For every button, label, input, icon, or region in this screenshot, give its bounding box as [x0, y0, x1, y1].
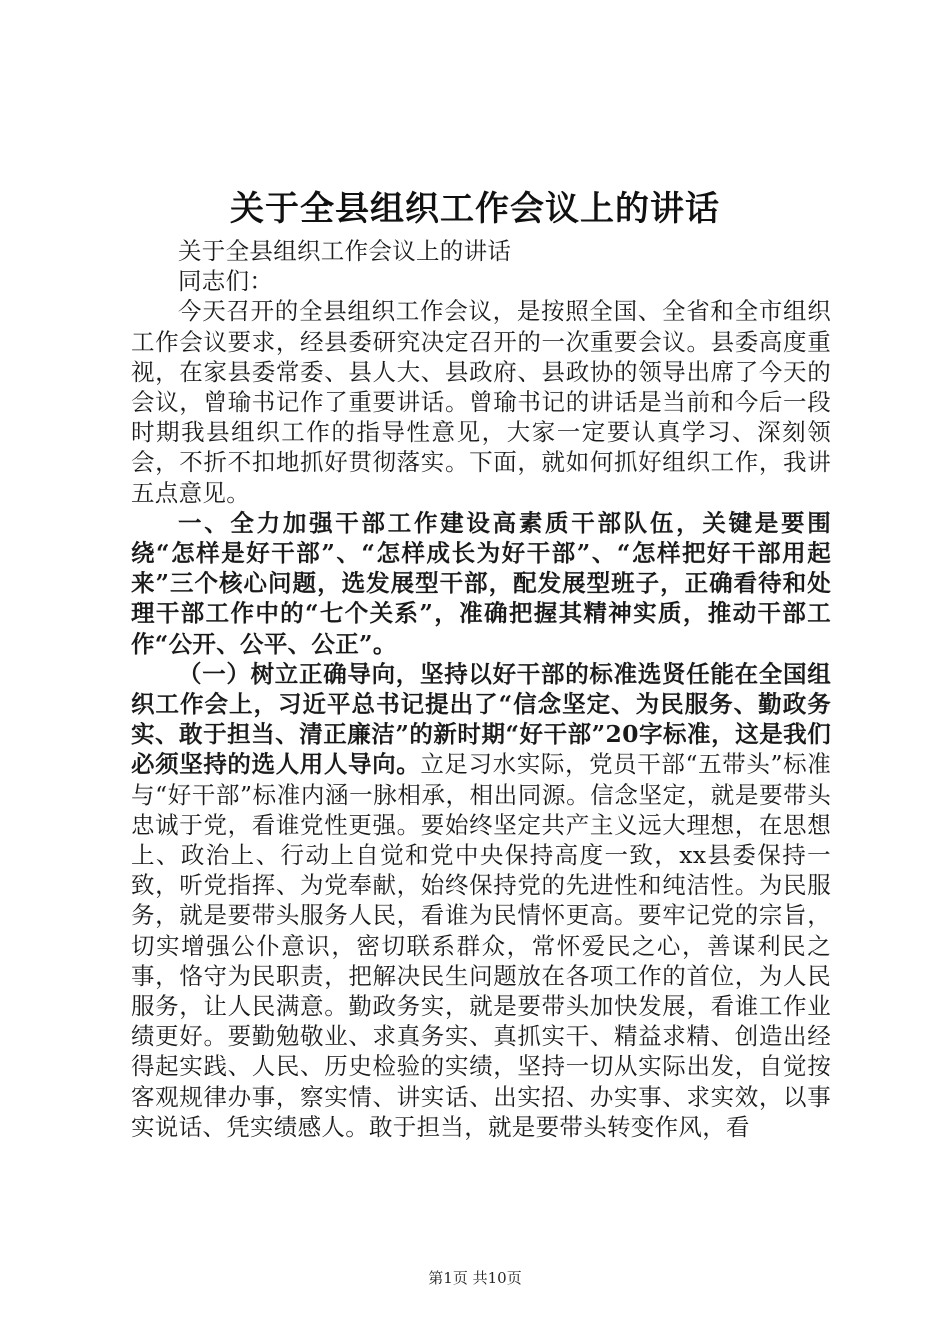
- paragraph-intro: 今天召开的全县组织工作会议，是按照全国、全省和全市组织工作会议要求，经县委研究决定召开的一次重要会议。县委高度重视，在家县委常委、县人大、县政府、县政协的领导出席了今天的会议，曾瑜书记作了重要讲话。曾瑜书记的讲话是当前和今后一段时期我县组织工作的指导性意见，大家一定要认真学习、深刻领会，不折不扣地抓好贯彻落实。下面，就如何抓好组织工作，我讲五点意见。: [131, 297, 831, 507]
- subsection-text-1-1: 立足习水实际，党员干部“五带头”标准与“好干部”标准内涵一脉相承，相出同源。信念坚定，就是要带头忠诚于党，看谁党性更强。要始终坚定共产主义远大理想，在思想上、政治上、行动上自觉和党中央保持高度一致，xx县委保持一致，听党指挥、为党奉献，始终保持党的先进性和纯洁性。为民服务，就是要带头服务人民，看谁为民情怀更高。要牢记党的宗旨，切实增强公仆意识，密切联系群众，常怀爱民之心，善谋利民之事，恪守为民职责，把解决民生问题放在各项工作的首位，为人民服务，让人民满意。勤政务实，就是要带头加快发展，看谁工作业绩更好。要勤勉敬业、求真务实、真抓实干、精益求精、创造出经得起实践、人民、历史检验的实绩，坚持一切从实际出发，自觉按客观规律办事，察实情、讲实话、出实招、办实事、求实效，以事实说话、凭实绩感人。敢于担当，就是要带头转变作风，看: [131, 750, 831, 1141]
- page-footer: 第1页 共10页: [428, 1269, 522, 1287]
- paragraph-section-1-1: [131, 659, 831, 1142]
- greeting: 同志们：: [178, 267, 274, 296]
- document-body: [131, 236, 831, 1142]
- document-title: 关于全县组织工作会议上的讲话: [230, 189, 720, 229]
- subsection-heading-1-1: （一）树立正确导向，坚持以好干部的标准选贤任能在全国组织工作会上，习近平总书记提出了“信念坚定、为民服务、勤政务实、敢于担当、清正廉洁”的新时期“好干部”20字标准，这是我们必须坚持的选人用人导向。: [131, 659, 831, 779]
- document-subtitle: 关于全县组织工作会议上的讲话: [178, 237, 512, 265]
- section-heading-1: 一、全力加强干部工作建设高素质干部队伍，关键是要围绕“怎样是好干部”、“怎样成长为好干部”、“怎样把好干部用起来”三个核心问题，选发展型干部，配发展型班子，正确看待和处理干部工作中的“七个关系”，准确把握其精神实质，推动干部工作“公开、公平、公正”。: [131, 508, 831, 658]
